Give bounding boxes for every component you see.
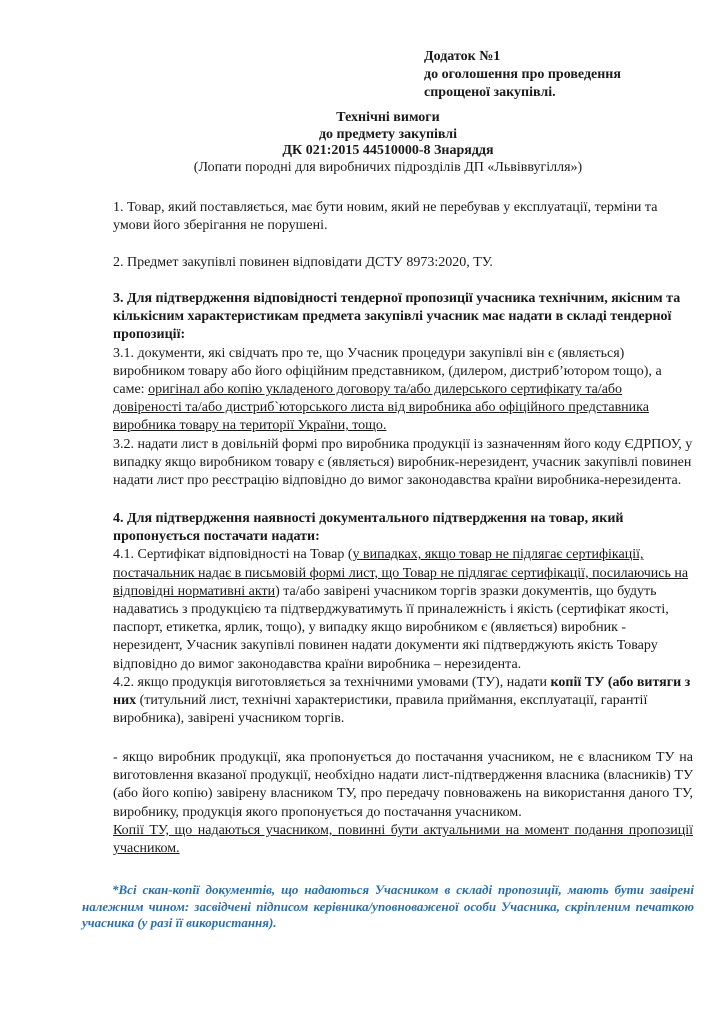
title-line-3: ДК 021:2015 44510000-8 Знаряддя (282, 143, 494, 158)
section-3-item-1 (113, 345, 693, 436)
section-3-item-1-text: 3.1. документи, які свідчать про те, що Учасник процедури закупівлі він є (являється) виробником товару або його офіційним представником, (дилером, дистриб’ютором тощо), а саме: (113, 345, 662, 398)
section-4-heading: 4. Для підтвердження наявності документального підтвердження на товар, який пропонується постачати надати: (113, 511, 624, 545)
section-4-item-2 (113, 674, 693, 729)
copies-clause: Копії ТУ, що надаються учасником, повинні бути актуальними на момент подання пропозиції учасником. (113, 822, 693, 857)
section-4-item-1-end: ) та/або завірені учасником торгів зразки документів, що будуть надаватись з продукцією та підтверджуватимуть її приналежність і якість (сертифікат якості, паспорт, етикетка, ярлик, тощо), у випадку якщо виробником є (являється) виробник - нерезидент, Учасник закупівлі повинен надати документи які підтверджують якість Товару відповідно до вимог законодавства країни виробника – нерезидента. (113, 583, 669, 672)
section-3 (113, 290, 693, 490)
annex-line-3: спрощеної закупівлі. (424, 85, 556, 100)
footnote (82, 882, 694, 932)
title-line-1: Технічні вимоги (336, 110, 440, 125)
section-4-item-1 (113, 546, 693, 673)
annex-line-2: до оголошення про проведення (424, 67, 621, 82)
section-4-item-2-end: (титульний лист, технічні характеристики, правила приймання, експлуатації, гарантії виробника), завірені учасником торгів. (113, 693, 648, 727)
section-4-item-2-bold: копії ТУ (або витяги з них (113, 674, 691, 709)
section-4 (113, 510, 693, 728)
section-3-item-2: 3.2. надати лист в довільній формі про виробника продукції із зазначенням його коду ЄДРПОУ, у випадку якщо виробником товару є (являється) виробник-нерезидент, учасник закупівлі повинен надати лист про реєстрацію відповідно до вимог законодавства країни виробника-нерезидента. (113, 436, 693, 489)
section-1: 1. Товар, який поставляється, має бути новим, який не перебував у експлуатації, терміни та умови його зберігання не порушені. (113, 200, 658, 234)
title-line-4: (Лопати породні для виробничих підрозділів ДП «Львіввугілля») (193, 159, 583, 175)
section-4-item-2-start: 4.2. якщо продукція виготовляється за технічними умовами (ТУ), надати (113, 674, 551, 690)
document-title (100, 110, 676, 176)
owner-clause-block (113, 749, 693, 858)
annex-header (424, 48, 684, 102)
section-4-item-1-start: 4.1. Сертифікат відповідності на Товар ( (113, 547, 353, 563)
section-2: 2. Предмет закупівлі повинен відповідати ДСТУ 8973:2020, ТУ. (113, 255, 493, 270)
section-4-item-1-underlined: у випадках, якщо товар не підлягає сертифікації, постачальник надає в письмовій формі лист, що Товар не підлягає сертифікації, посилаючись на відповідні нормативні акти (113, 547, 689, 599)
annex-line-1: Додаток №1 (424, 49, 501, 64)
section-3-heading: 3. Для підтвердження відповідності тендерної пропозиції учасника технічним, якісним та кількісним характеристикам предмета закупівлі учасник має надати в складі тендерної пропозиції: (113, 291, 681, 343)
owner-clause: - якщо виробник продукції, яка пропонується до постачання учасником, не є власником ТУ на виготовлення вказаної продукції, необхідно надати лист-підтвердження власника (власників) ТУ (або його копію) завірену власником ТУ, про передачу повноважень на використання даного ТУ, виробнику, продукція якого пропонується до постачання учасником. (113, 750, 693, 820)
section-3-item-1-underlined: оригінал або копію укладеного договору та/або дилерського сертифікату та/або довіреності та/або дистриб`юторського листа від виробника або офіційного представника виробника товару на території України, тощо. (113, 382, 649, 434)
title-line-2: до предмету закупівлі (318, 126, 458, 142)
footnote-text: *Всі скан-копії документів, що надаються Учасником в складі пропозиції, мають бути завірені належним чином: засвідчені підписом керівника/уповноваженої особи Учасника, скріпленим печаткою учасника (у разі її використання). (82, 882, 694, 930)
